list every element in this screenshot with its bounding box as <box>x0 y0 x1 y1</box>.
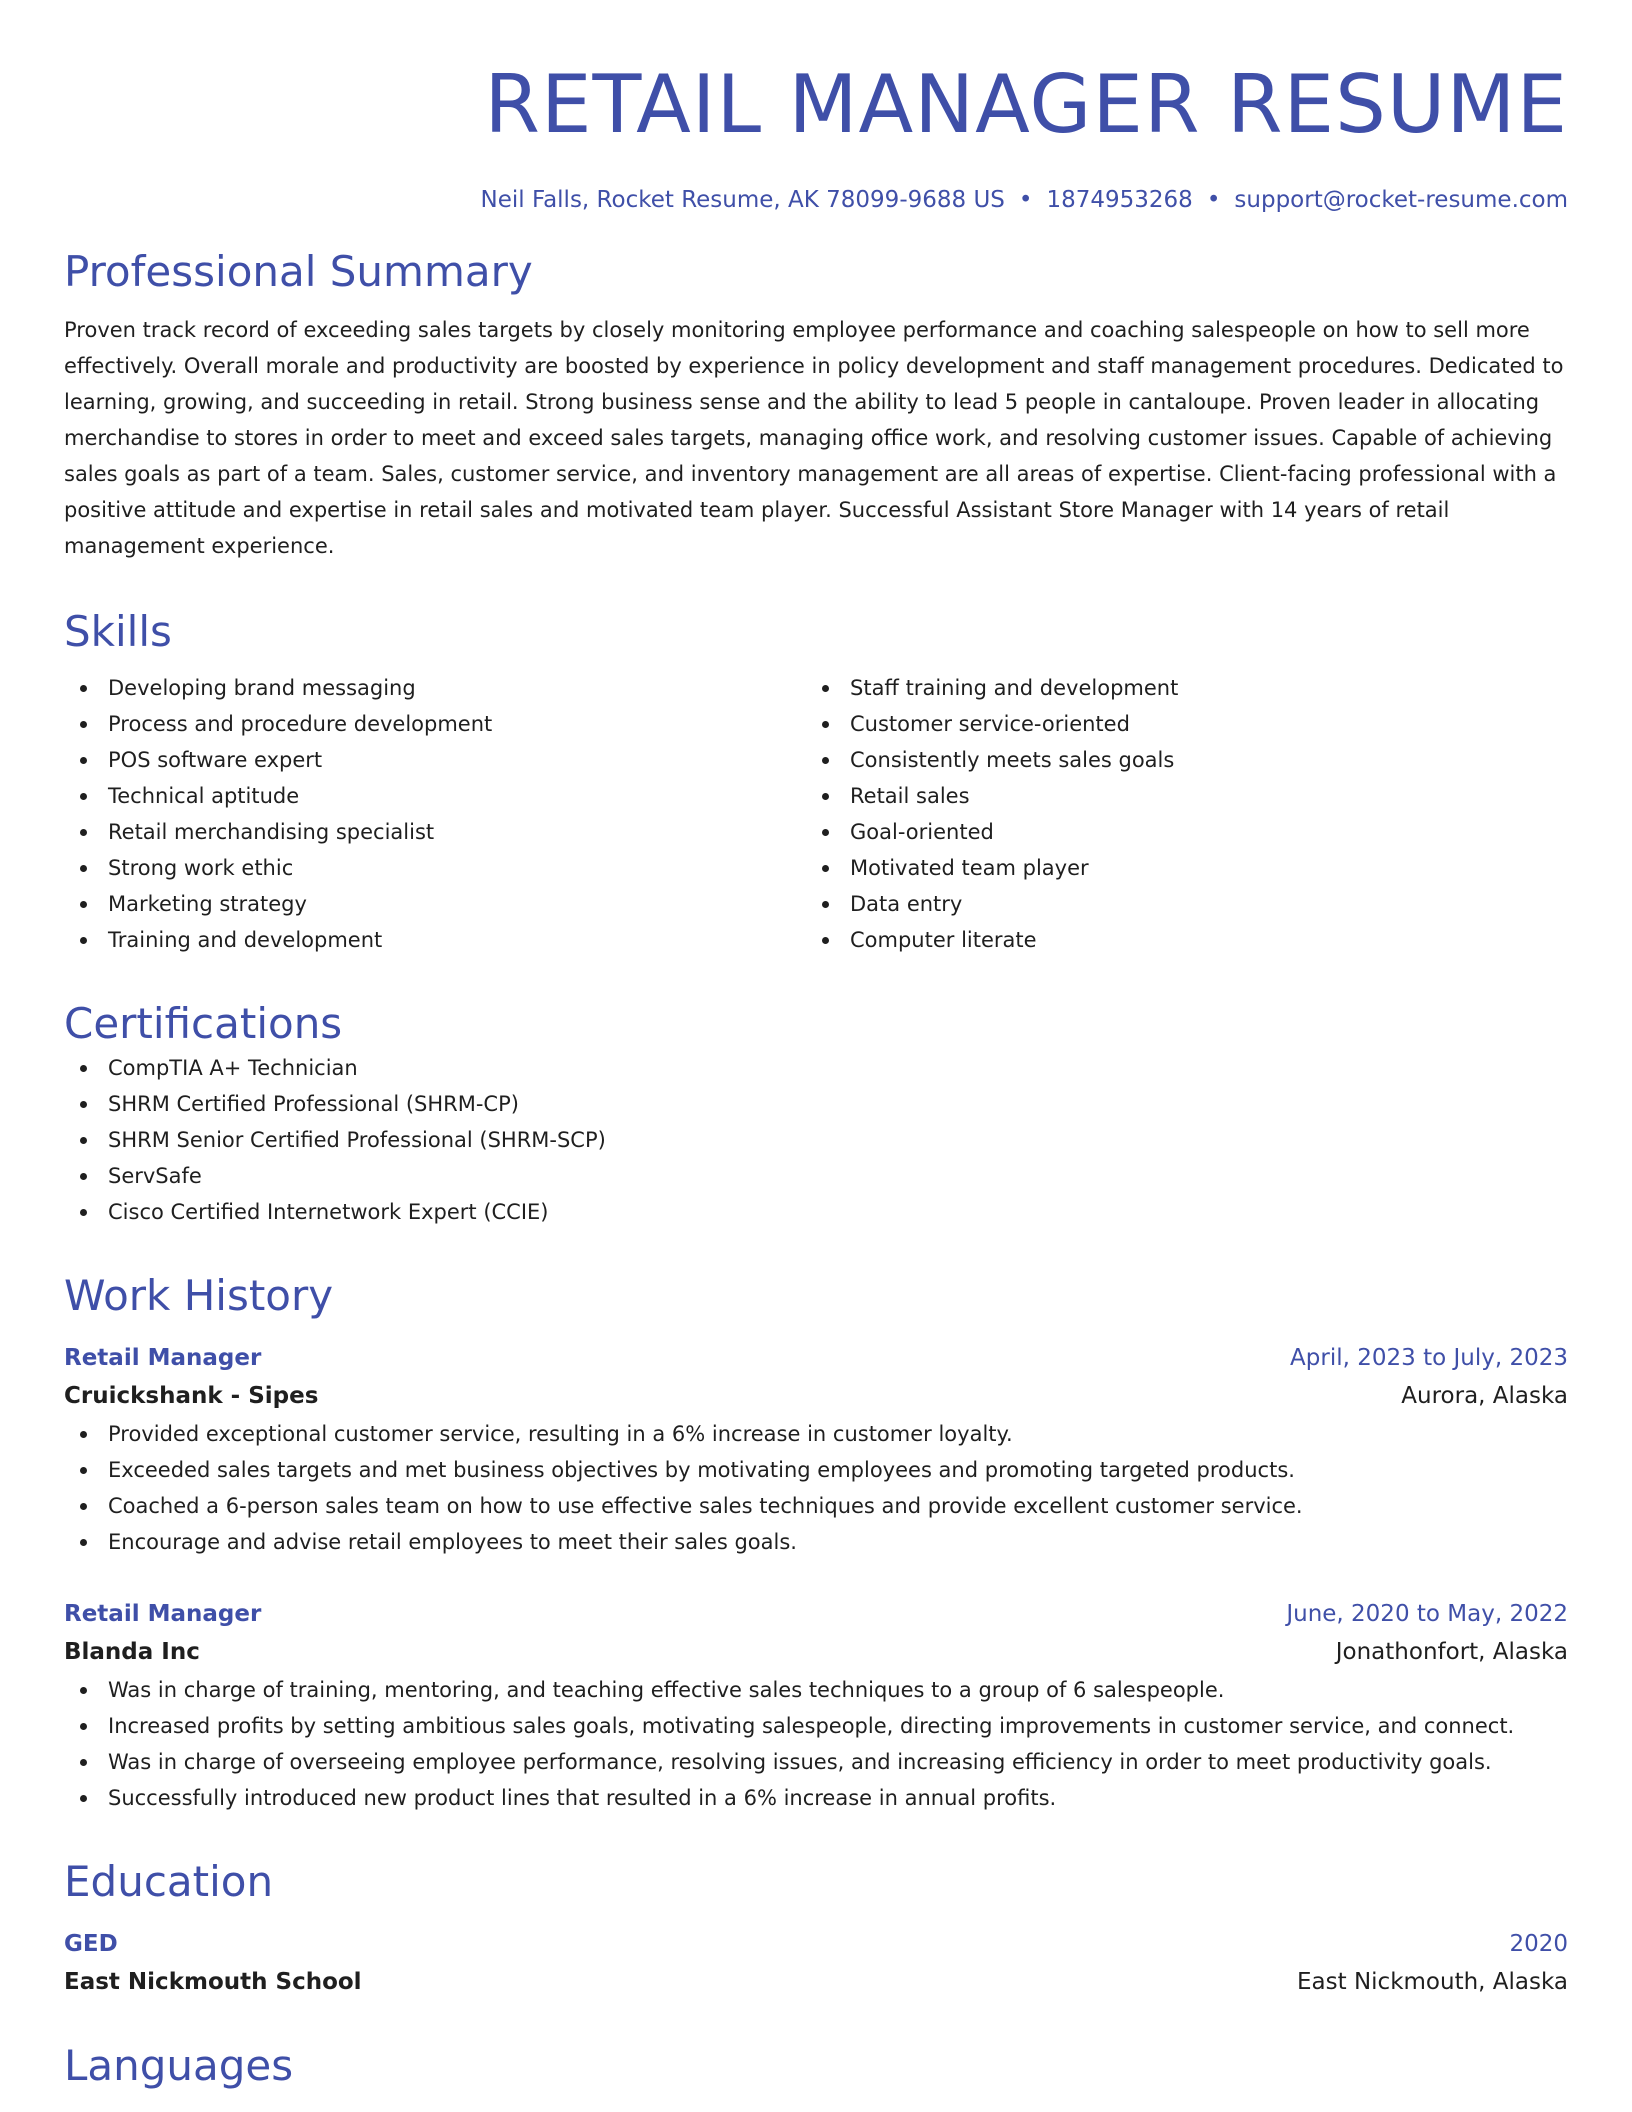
job-duty: Was in charge of overseeing employee performance, resolving issues, and increasing efficiency in order to meet productivity goals. <box>64 1744 1568 1780</box>
contact-line <box>64 184 1568 216</box>
skill-item: Retail sales <box>806 778 1548 814</box>
summary-heading: Professional Summary <box>64 247 533 296</box>
education-degree: GED <box>64 1931 118 1957</box>
job-duties-list <box>64 1672 1568 1816</box>
skill-item: POS software expert <box>64 742 806 778</box>
job-company: Cruickshank - Sipes <box>64 1383 319 1409</box>
skill-item: Training and development <box>64 922 806 958</box>
education-section <box>64 1856 1568 2002</box>
job-dates: June, 2020 to May, 2022 <box>1286 1601 1568 1627</box>
certification-item: ServSafe <box>64 1158 1568 1194</box>
job-entry <box>64 1596 1568 1816</box>
summary-section <box>64 246 1568 564</box>
job-header-row <box>64 1340 1568 1376</box>
job-title: Retail Manager <box>64 1601 262 1627</box>
skill-item: Technical aptitude <box>64 778 806 814</box>
job-duty: Coached a 6-person sales team on how to use effective sales techniques and provide excellent customer service. <box>64 1488 1568 1524</box>
education-year: 2020 <box>1509 1931 1568 1957</box>
skill-item: Data entry <box>806 886 1548 922</box>
skill-item: Retail merchandising specialist <box>64 814 806 850</box>
job-location: Aurora, Alaska <box>1401 1383 1568 1409</box>
contact-separator: • <box>1206 187 1221 213</box>
certifications-section <box>64 998 1568 1230</box>
work-history-section <box>64 1270 1568 1816</box>
contact-phone: 1874953268 <box>1046 187 1193 213</box>
job-company-row <box>64 1376 1568 1416</box>
languages-section <box>64 2040 1568 2092</box>
skill-item: Consistently meets sales goals <box>806 742 1548 778</box>
job-duty: Exceeded sales targets and met business objectives by motivating employees and promoting targeted products. <box>64 1452 1568 1488</box>
skills-section <box>64 606 1568 958</box>
skill-item: Goal-oriented <box>806 814 1548 850</box>
skill-item: Customer service-oriented <box>806 706 1548 742</box>
education-header-row <box>64 1926 1568 1962</box>
skill-item: Motivated team player <box>806 850 1548 886</box>
contact-address: Neil Falls, Rocket Resume, AK 78099-9688 US <box>480 187 1005 213</box>
languages-heading: Languages <box>64 2041 294 2090</box>
job-duties-list <box>64 1416 1568 1560</box>
certifications-heading: Certifications <box>64 999 343 1048</box>
contact-email: support@rocket-resume.com <box>1234 187 1568 213</box>
job-duty: Increased profits by setting ambitious sales goals, motivating salespeople, directing improvements in customer service, and connect. <box>64 1708 1568 1744</box>
skills-list-left <box>64 670 806 958</box>
job-title: Retail Manager <box>64 1345 262 1371</box>
work-history-heading: Work History <box>64 1271 334 1320</box>
education-school-row <box>64 1962 1568 2002</box>
certification-item: SHRM Senior Certified Professional (SHRM-SCP) <box>64 1122 1568 1158</box>
skills-grid <box>64 670 1568 958</box>
skill-item: Computer literate <box>806 922 1548 958</box>
skill-item: Marketing strategy <box>64 886 806 922</box>
certification-item: Cisco Certified Internetwork Expert (CCIE) <box>64 1194 1568 1230</box>
job-duty: Encourage and advise retail employees to meet their sales goals. <box>64 1524 1568 1560</box>
job-company-row <box>64 1632 1568 1672</box>
skills-list-right <box>806 670 1548 958</box>
certification-item: SHRM Certified Professional (SHRM-CP) <box>64 1086 1568 1122</box>
job-duty: Was in charge of training, mentoring, and teaching effective sales techniques to a group of 6 salespeople. <box>64 1672 1568 1708</box>
skills-column-right <box>806 670 1548 958</box>
education-location: East Nickmouth, Alaska <box>1297 1969 1568 1995</box>
skills-column-left <box>64 670 806 958</box>
skill-item: Developing brand messaging <box>64 670 806 706</box>
job-company: Blanda Inc <box>64 1639 200 1665</box>
certification-item: CompTIA A+ Technician <box>64 1050 1568 1086</box>
certifications-list <box>64 1050 1568 1230</box>
job-dates: April, 2023 to July, 2023 <box>1290 1345 1568 1371</box>
education-school: East Nickmouth School <box>64 1969 362 1995</box>
education-entry <box>64 1926 1568 2002</box>
job-entry <box>64 1340 1568 1560</box>
resume-title: RETAIL MANAGER RESUME <box>484 58 1568 151</box>
summary-text: Proven track record of exceeding sales targets by closely monitoring employee performance and coaching salespeople on how to sell more effectively. Overall morale and productivity are boosted by experience in policy development and staff management procedures. Dedicated to learning, growing, and succeeding in retail. Strong business sense and the ability to lead 5 people in cantaloupe. Proven leader in allocating merchandise to stores in order to meet and exceed sales targets, managing office work, and resolving customer issues. Capable of achieving sales goals as part of a team. Sales, customer service, and inventory management are all areas of expertise. Client-facing professional with a positive attitude and expertise in retail sales and motivated team player. Successful Assistant Store Manager with 14 years of retail management experience. <box>64 318 1564 558</box>
skill-item: Staff training and development <box>806 670 1548 706</box>
skill-item: Strong work ethic <box>64 850 806 886</box>
skills-heading: Skills <box>64 607 172 656</box>
job-header-row <box>64 1596 1568 1632</box>
contact-separator: • <box>1018 187 1033 213</box>
job-duty: Provided exceptional customer service, resulting in a 6% increase in customer loyalty. <box>64 1416 1568 1452</box>
skill-item: Process and procedure development <box>64 706 806 742</box>
education-heading: Education <box>64 1857 274 1906</box>
job-location: Jonathonfort, Alaska <box>1335 1639 1568 1665</box>
job-duty: Successfully introduced new product lines that resulted in a 6% increase in annual profits. <box>64 1780 1568 1816</box>
